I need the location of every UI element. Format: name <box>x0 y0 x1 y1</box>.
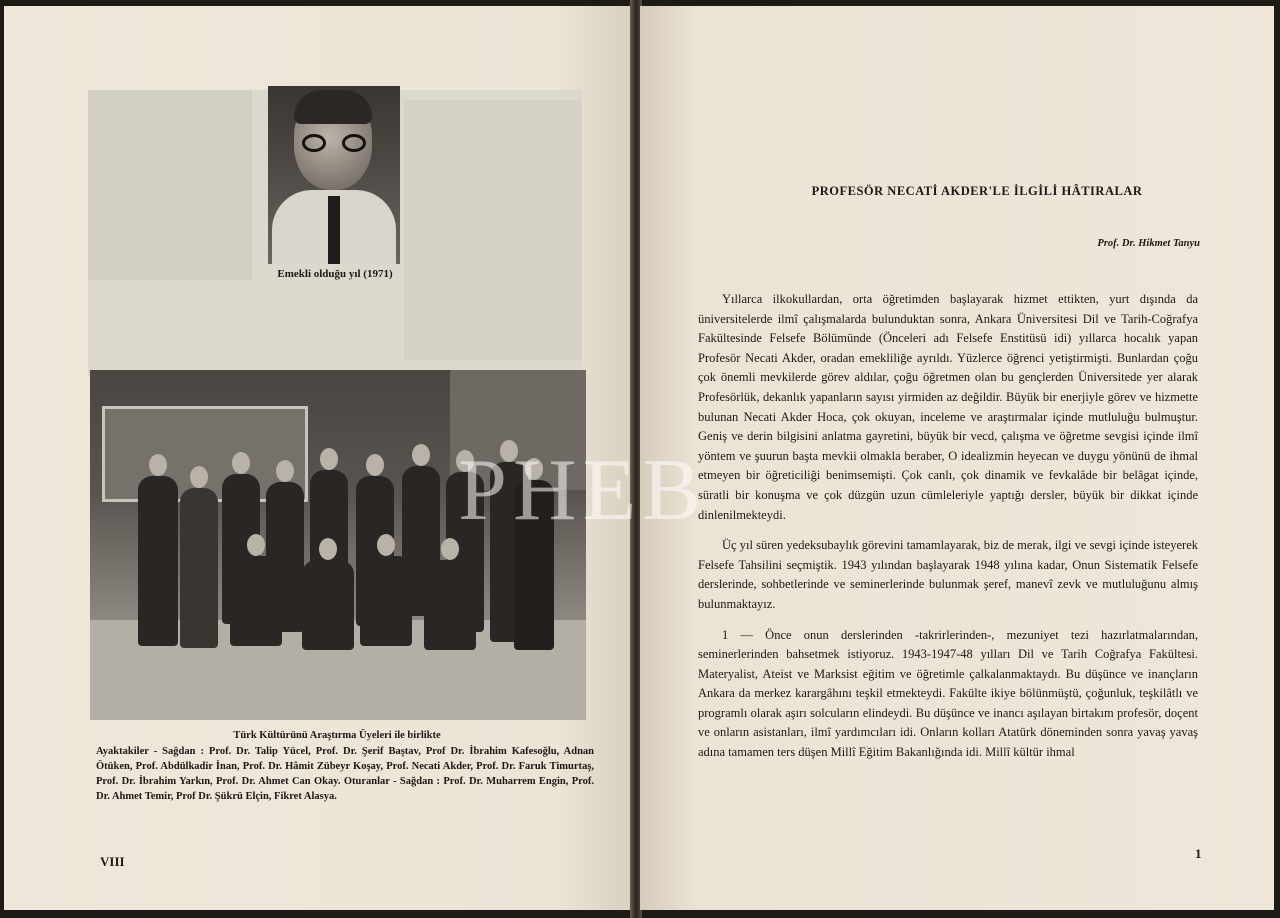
right-page <box>640 6 1274 910</box>
paragraph: Üç yıl süren yedeksubaylık görevini tamamlayarak, biz de merak, ilgi ve sevgi içinde isteyerek Felsefe Tahsilini seçmiştik. 1943 yılından başlayarak 1948 yılına kadar, Onun Sistematik Felsefe derslerinde, sohbetlerinde ve seminerlerinde bulunmak şeref, manevî zevk ve mutluluğunu almış bulunmaktayız. <box>698 538 1198 611</box>
group-photo <box>90 370 586 720</box>
portrait-photo <box>268 86 400 264</box>
left-page <box>4 6 632 910</box>
group-caption-text: Ayaktakiler - Sağdan : Prof. Dr. Talip Yücel, Prof. Dr. Şerif Baştav, Prof Dr. İbrahim Kafesoğlu, Adnan Ötüken, Prof. Abdülkadir İnan, Prof. Dr. Hâmit Zübeyr Koşay, Prof. Necati Akder, Prof. Dr. Faruk Timurtaş, Prof. Dr. İbrahim Yarkın, Prof. Dr. Ahmet Can Okay. Oturanlar - Sağdan : Prof. Dr. Muharrem Engin, Prof. Dr. Ahmet Temir, Prof Dr. Şükrü Elçin, Fikret Alasya. <box>96 746 594 802</box>
article-body <box>698 290 1198 774</box>
page-number-left: VIII <box>100 854 125 869</box>
paragraph: 1 — Önce onun derslerinden -takrirlerinden-, mezuniyet tezi hazırlatmalarından, seminerlerinden bahsetmek istiyoruz. 1943-1947-48 yılları Dil ve Tarih Coğrafya Fakültesi. Materyalist, Ateist ve Marksist eğitim ve öğretimle çalkalanmaktaydı. Bu düşünce ve inançların Ankara da merkez karargâhını teşkil etmekteydi. Fakülte ikiye bölünmüştü, çoğunluk, teşkilâtlı ve programlı olarak aşırı solcuların elindeydi. Bu düşünce ve inancı aşılayan birtakım profesör, doçent ve onların asistanları, ilmî yardımcıları idi. Onların kolları Atatürk döneminden sonra yavaş yavaş adına tamamen ters düşen Millî Eğitim Bakanlığında idi. Millî kültür ihmal <box>698 627 1198 760</box>
paragraph: Yıllarca ilkokullardan, orta öğretimden başlayarak hizmet ettikten, yurt dışında da üniversitelerde ilmî çalışmalarda bulunduktan sonra, Ankara Üniversitesi Dil ve Tarih-Coğrafya Fakültesinde Felsefe Bölümünde (Önceleri adı Felsefe Enstitüsü idi) yıllarca hocalık yapan Profesör Necati Akder, oradan emekliliğe ayrıldı. Yüzlerce öğrenci yetiştirmişti. Bunlardan çoğu çok önemli mevkilerde görev aldılar, çoğu öğretmen olan bu gençlerden Üniversitede yer alarak Profesörlük, dekanlık yapanların sayısı yirmiden az değildir. Büyük bir enerjiyle görev ve hizmette bulunan Necati Akder Hoca, çok okuyan, inceleme ve araştırmalar içinde mutluluğu bulmuştur. Geniş ve derin bilgisini anlatma gayretini, büyük bir vecd, çalışma ve öğretme sevgisi içinde ilmî yöntem ve şuurun başta mevkii olmakla beraber, O idealizmin heyecan ve duygu yönünü de ihmal etmeyen bir öğreticiliği benimsemişti. Çok canlı, çok dinamik ve fevkalâde bir belâgat içinde, süratli bir konuşma ve çok düzgün uzun cümleleriyle yaptığı dersler, büyük bir dikkat içinde dinlenilmekteydi. <box>698 292 1198 522</box>
watermark: PHEB <box>458 442 707 539</box>
article-title: PROFESÖR NECATİ AKDER'LE İLGİLİ HÂTIRALAR <box>811 184 1143 198</box>
group-caption-title: Türk Kültürünü Araştırma Üyeleri ile birlikte <box>233 730 441 741</box>
page-number-right: 1 <box>1195 846 1202 861</box>
portrait-caption: Emekli olduğu yıl (1971) <box>277 268 393 280</box>
article-author: Prof. Dr. Hikmet Tanyu <box>1097 238 1200 249</box>
